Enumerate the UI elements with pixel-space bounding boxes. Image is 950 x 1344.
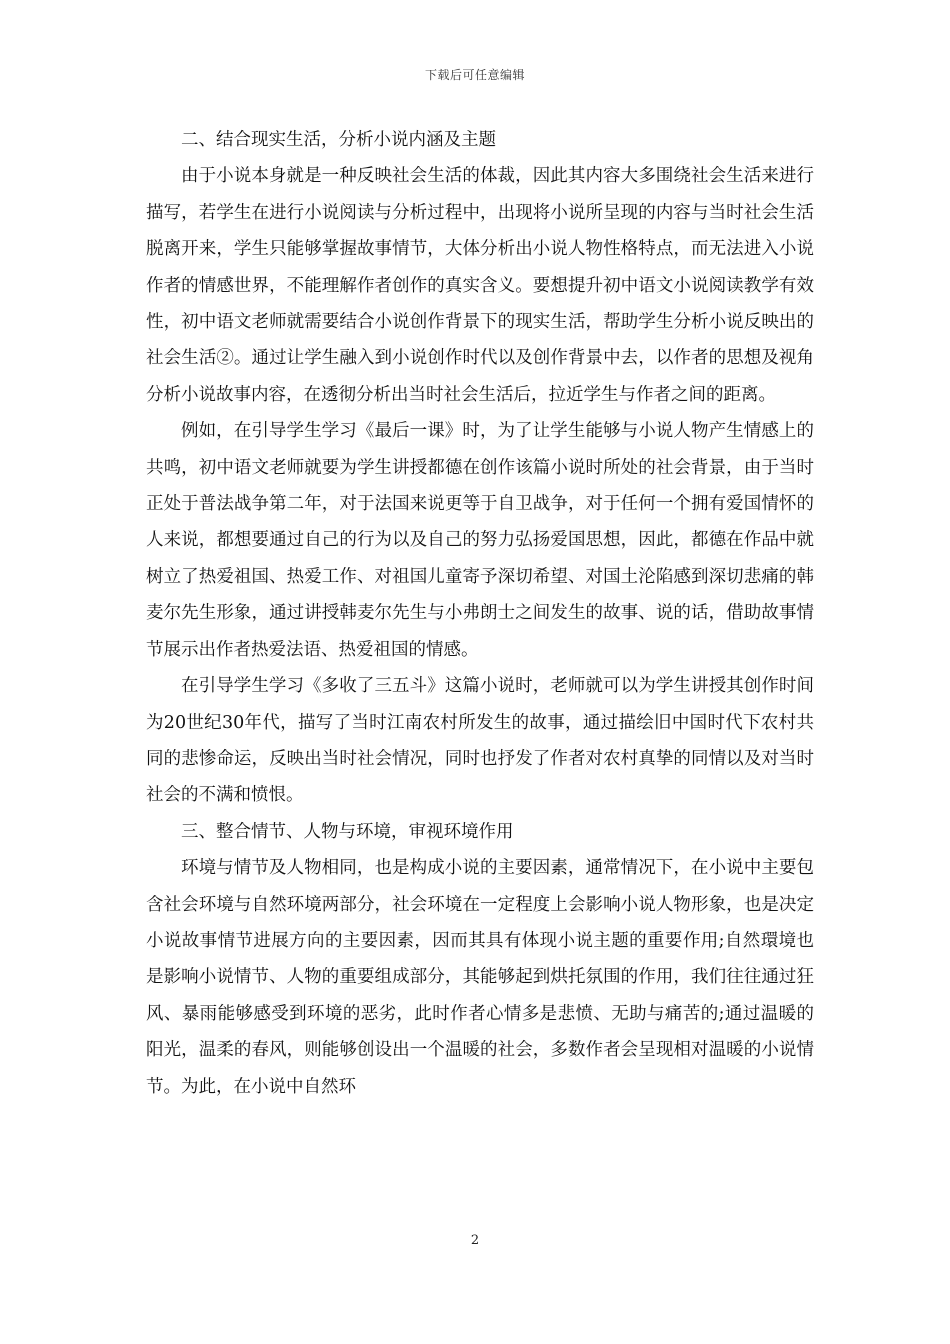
page-header-note: 下载后可任意编辑	[424, 68, 525, 82]
document-body	[146, 122, 814, 1105]
section-heading: 二、结合现实生活，分析小说内涵及主题	[181, 130, 496, 150]
page-number: 2	[470, 1233, 480, 1248]
paragraph: 环境与情节及人物相同，也是构成小说的主要因素，通常情况下，在小说中主要包含社会环境与自然环境两部分，社会环境在一定程度上会影响小说人物形象，也是决定小说故事情节进展方向的主要因素，因而其具有体现小说主题的重要作用;自然環境也是影响小说情节、人物的重要组成部分，其能够起到烘托氛围的作用，我们往往通过狂风、暴雨能够感受到环境的恶劣，此时作者心情多是悲愤、无助与痛苦的;通过温暖的阳光，温柔的春风，则能够创设出一个温暖的社会，多数作者会呈现相对温暖的小说情节。为此，在小说中自然环	[146, 858, 814, 1097]
paragraph: 例如，在引导学生学习《最后一课》时，为了让学生能够与小说人物产生情感上的共鸣，初中语文老师就要为学生讲授都德在创作该篇小说时所处的社会背景，由于当时正处于普法战争第二年，对于法国来说更等于自卫战争，对于任何一个拥有爱国情怀的人来说，都想要通过自己的行为以及自己的努力弘扬爱国思想，因此，都德在作品中就树立了热爱祖国、热爱工作、对祖国儿童寄予深切希望、对国土沦陷感到深切悲痛的韩麦尔先生形象，通过讲授韩麦尔先生与小弗朗士之间发生的故事、说的话，借助故事情节展示出作者热爱法语、热爱祖国的情感。	[146, 421, 814, 660]
paragraph: 在引导学生学习《多收了三五斗》这篇小说时，老师就可以为学生讲授其创作时间为20世纪30年代，描写了当时江南农村所发生的故事，通过描绘旧中国时代下农村共同的悲惨命运，反映出当时社会情况，同时也抒发了作者对农村真挚的同情以及对当时社会的不满和愤恨。	[146, 676, 814, 806]
section-heading: 三、整合情节、人物与环境，审视环境作用	[181, 821, 514, 842]
paragraph: 由于小说本身就是一种反映社会生活的体裁，因此其内容大多围绕社会生活来进行描写，若学生在进行小说阅读与分析过程中，出现将小说所呈现的内容与当时社会生活脱离开来，学生只能够掌握故事情节，大体分析出小说人物性格特点，而无法进入小说作者的情感世界，不能理解作者创作的真实含义。要想提升初中语文小说阅读教学有效性，初中语文老师就需要结合小说创作背景下的现实生活，帮助学生分析小说反映出的社会生活②。通过让学生融入到小说创作时代以及创作背景中去，以作者的思想及视角分析小说故事内容，在透彻分析出当时社会生活后，拉近学生与作者之间的距离。	[146, 166, 814, 405]
